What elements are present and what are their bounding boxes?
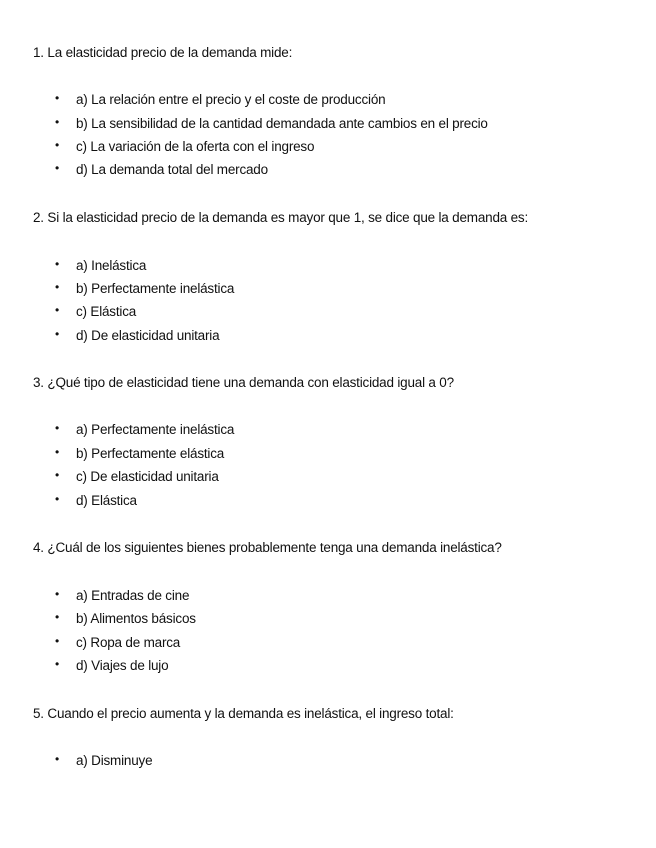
option-text: a) Perfectamente inelástica: [76, 422, 235, 437]
bullet-icon: •: [55, 161, 60, 175]
bullet-icon: •: [55, 257, 60, 271]
option-text: b) La sensibilidad de la cantidad demandada ante cambios en el precio: [76, 116, 488, 131]
bullet-icon: •: [55, 421, 60, 435]
bullet-icon: •: [55, 657, 60, 671]
option-text: a) Disminuye: [76, 753, 153, 768]
question-text: 1. La elasticidad precio de la demanda mide:: [33, 45, 293, 60]
option-text: d) Viajes de lujo: [76, 658, 169, 673]
option-text: b) Alimentos básicos: [76, 611, 196, 626]
option-text: a) Entradas de cine: [76, 588, 190, 603]
option-text: c) La variación de la oferta con el ingreso: [76, 139, 315, 154]
question-text: 2. Si la elasticidad precio de la demanda es mayor que 1, se dice que la demanda es:: [33, 210, 529, 225]
option-text: a) Inelástica: [76, 258, 147, 273]
bullet-icon: •: [55, 138, 60, 152]
bullet-icon: •: [55, 303, 60, 317]
question-text: 4. ¿Cuál de los siguientes bienes probablemente tenga una demanda inelástica?: [33, 540, 502, 555]
option-text: b) Perfectamente inelástica: [76, 281, 235, 296]
bullet-icon: •: [55, 752, 60, 766]
question-text: 3. ¿Qué tipo de elasticidad tiene una demanda con elasticidad igual a 0?: [33, 375, 454, 390]
option-text: d) La demanda total del mercado: [76, 162, 268, 177]
option-text: d) Elástica: [76, 493, 137, 508]
option-text: c) Elástica: [76, 304, 137, 319]
option-text: d) De elasticidad unitaria: [76, 328, 220, 343]
option-text: c) Ropa de marca: [76, 635, 181, 650]
bullet-icon: •: [55, 492, 60, 506]
option-text: b) Perfectamente elástica: [76, 446, 225, 461]
bullet-icon: •: [55, 468, 60, 482]
option-text: a) La relación entre el precio y el coste de producción: [76, 92, 386, 107]
bullet-icon: •: [55, 327, 60, 341]
bullet-icon: •: [55, 610, 60, 624]
bullet-icon: •: [55, 634, 60, 648]
bullet-icon: •: [55, 91, 60, 105]
option-text: c) De elasticidad unitaria: [76, 469, 219, 484]
bullet-icon: •: [55, 115, 60, 129]
bullet-icon: •: [55, 587, 60, 601]
bullet-icon: •: [55, 280, 60, 294]
bullet-icon: •: [55, 445, 60, 459]
question-text: 5. Cuando el precio aumenta y la demanda es inelástica, el ingreso total:: [33, 706, 454, 721]
